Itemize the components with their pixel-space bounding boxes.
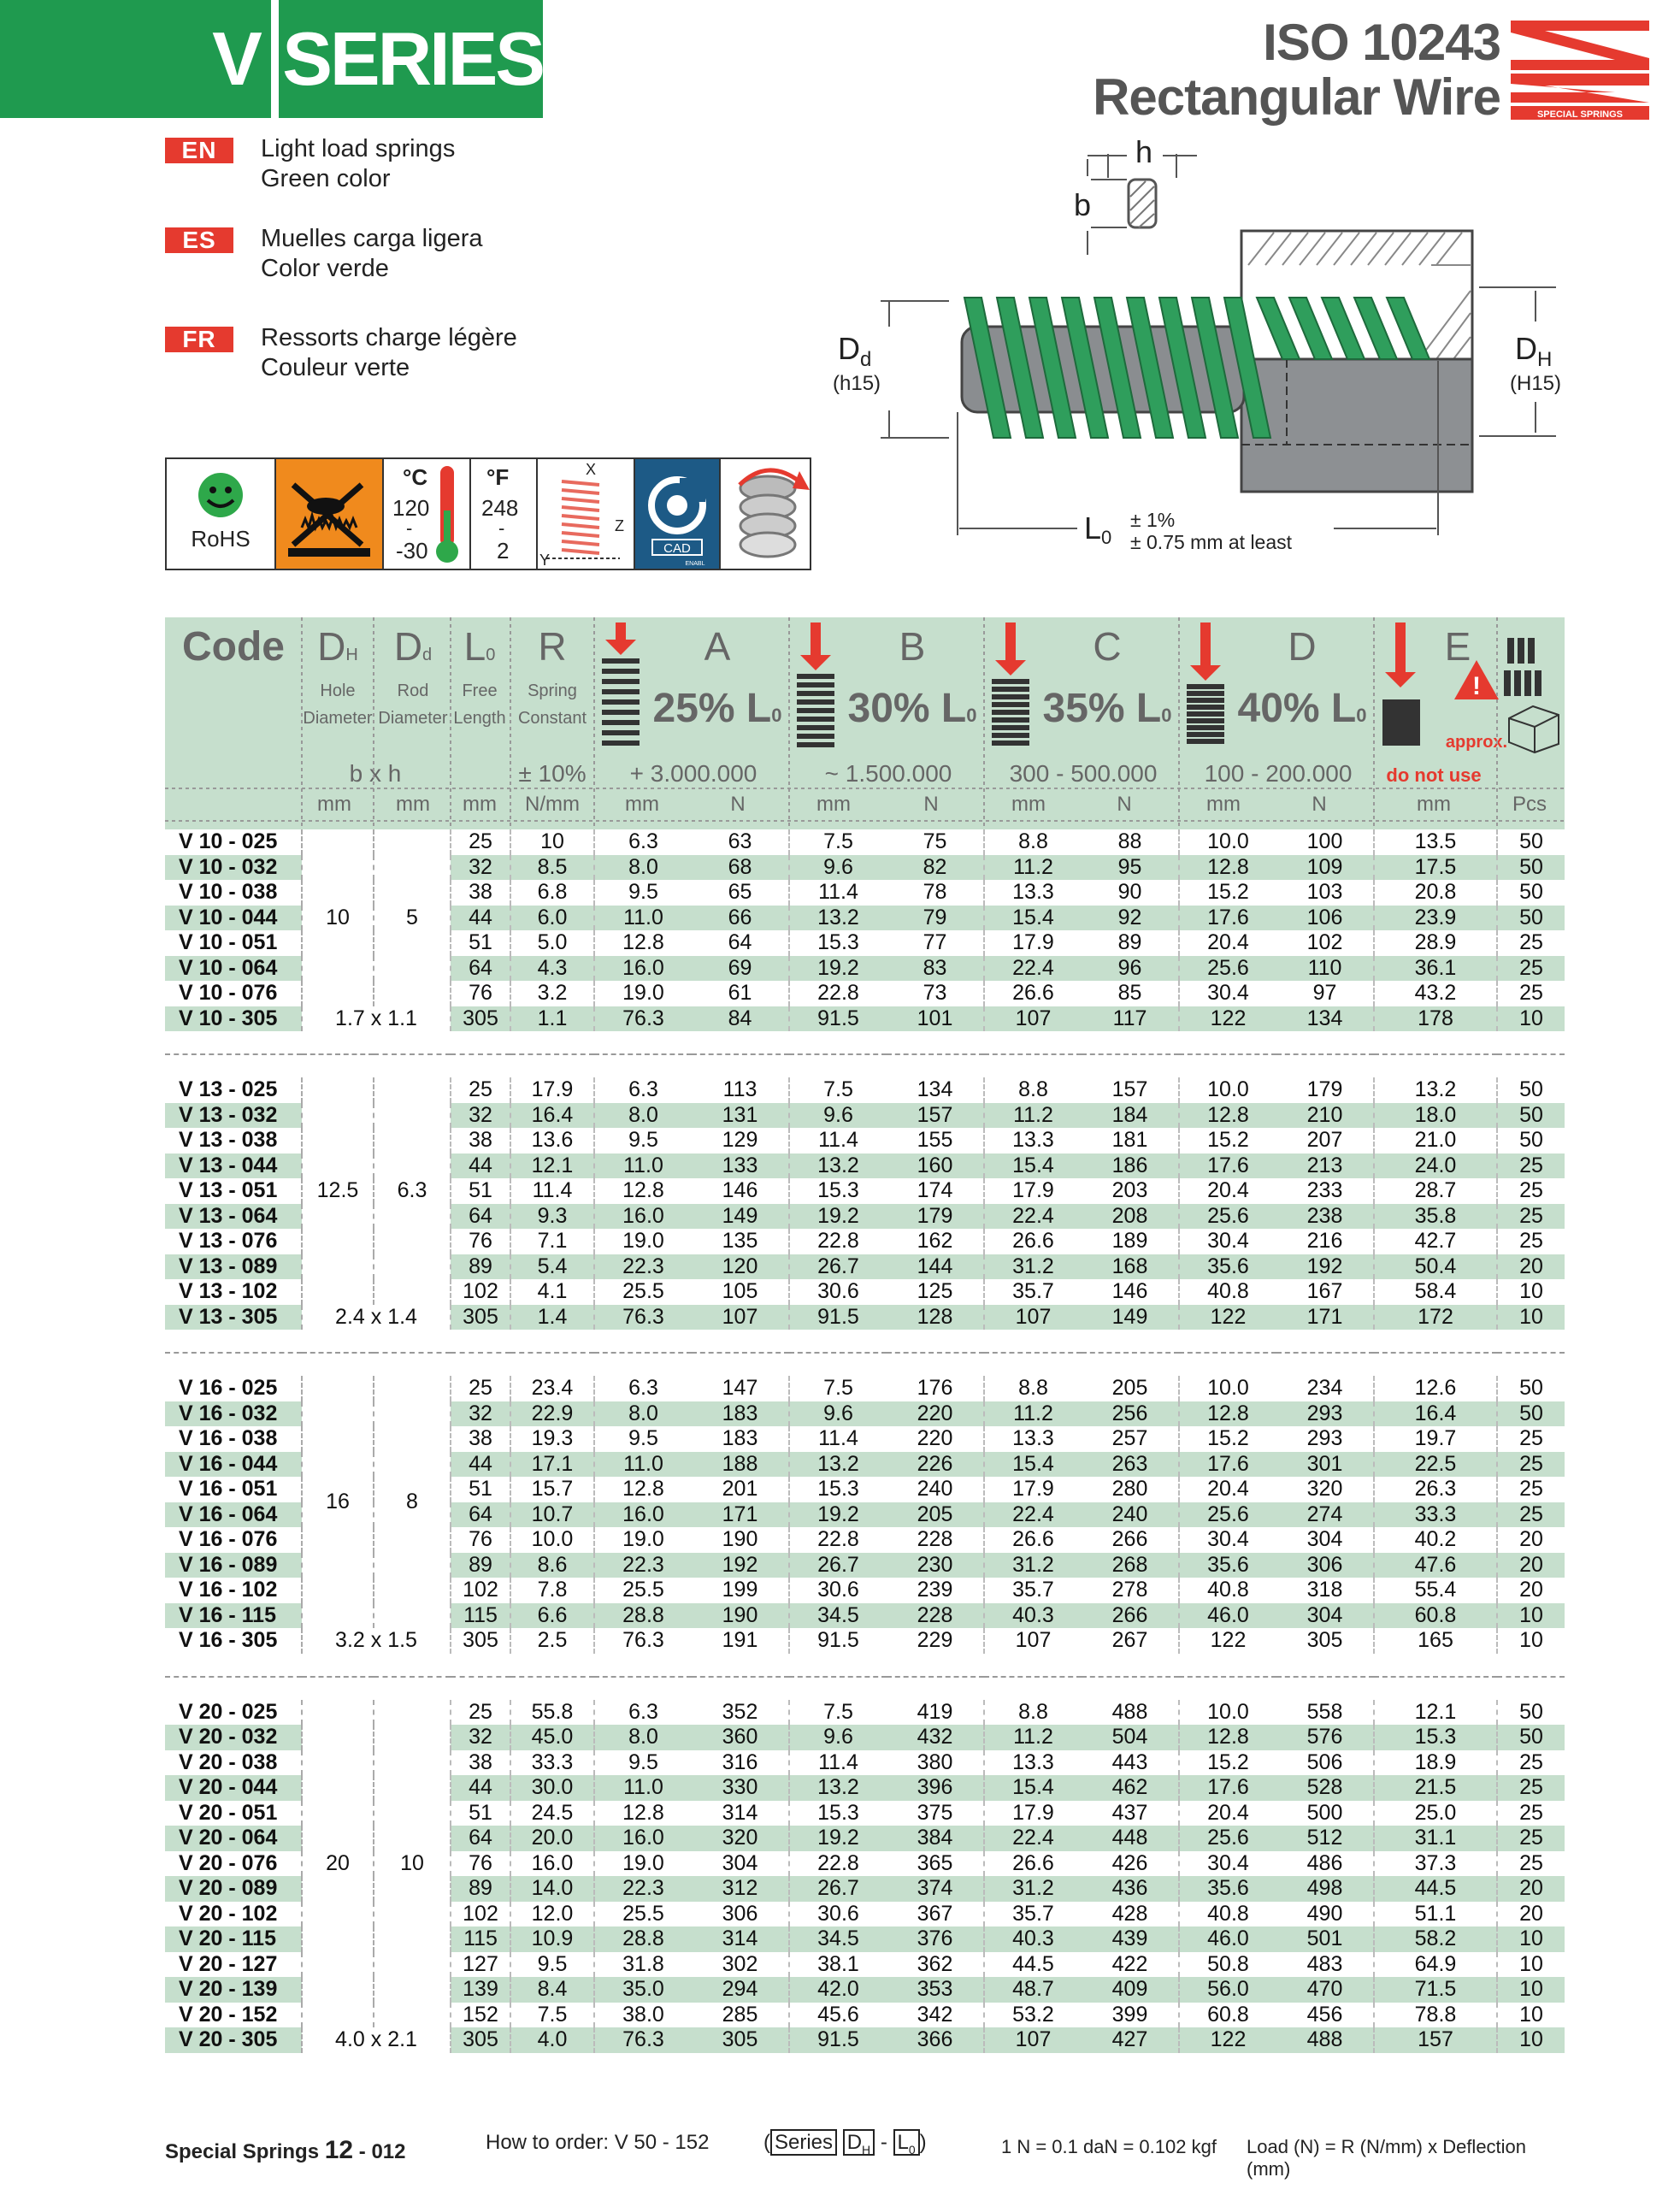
brand-name: SPECIAL SPRINGS [1536, 109, 1624, 120]
svg-text:°F: °F [486, 464, 510, 490]
hole-diameter: 16 [302, 1376, 374, 1628]
table-row: V 10 - 032 32 8.5 8.0 68 9.6 82 11.2 95 12.8 109 17.5 50 [165, 855, 1565, 881]
length-tolerance-1: ± 1% [1130, 509, 1176, 531]
do-not-use-note: do not use [1386, 764, 1482, 786]
hole-tolerance: (H15) [1510, 372, 1562, 395]
rod-tolerance: (h15) [833, 372, 881, 395]
table-row: V 10 - 076 76 3.2 19.0 61 22.8 73 26.6 85 30.4 97 43.2 25 [165, 981, 1565, 1006]
svg-text:Diameter: Diameter [303, 709, 373, 728]
cad-icon [635, 459, 721, 569]
svg-text:N/mm: N/mm [525, 793, 580, 816]
col-dh: DH [317, 624, 358, 669]
life-d: 100 - 200.000 [1204, 760, 1353, 787]
table-row: V 20 - 102 102 12.0 25.5 306 30.6 367 35.7 428 40.8 490 51.1 20 [165, 1902, 1565, 1927]
table-row: V 10 - 305 1.7 x 1.1 305 1.1 76.3 84 91.5 101 107 117 122 134 178 10 [165, 1006, 1565, 1032]
table-row: V 20 - 038 38 33.3 9.5 316 11.4 380 13.3 443 15.2 506 18.9 25 [165, 1750, 1565, 1776]
hole-diameter: 10 [302, 829, 374, 1006]
length-tolerance-2: ± 0.75 mm at least [1130, 531, 1293, 553]
table-row: V 20 - 032 32 45.0 8.0 360 9.6 432 11.2 504 12.8 576 15.3 50 [165, 1725, 1565, 1750]
svg-text:Constant: Constant [517, 709, 587, 728]
special-springs-logo [1511, 21, 1649, 120]
table-row: V 16 - 102 102 7.8 25.5 199 30.6 239 35.7 278 40.8 318 55.4 20 [165, 1578, 1565, 1603]
table-row: V 10 - 025 10 5 25 10 6.3 63 7.5 75 8.8 88 10.0 100 13.5 50 [165, 829, 1565, 855]
svg-text:Diameter: Diameter [378, 709, 448, 728]
spec-data-table [165, 829, 1565, 2053]
svg-text:°C: °C [403, 464, 428, 490]
table-row: V 20 - 152 152 7.5 38.0 285 45.6 342 53.2 399 60.8 456 78.8 10 [165, 2003, 1565, 2028]
svg-text:Z: Z [615, 517, 624, 534]
table-row: V 16 - 115 115 6.6 28.8 190 34.5 228 40.3 266 46.0 304 60.8 10 [165, 1603, 1565, 1629]
svg-text:mm: mm [317, 793, 351, 816]
series-letter: V [212, 16, 261, 101]
col-bxh: b x h [349, 760, 402, 787]
svg-text:N: N [730, 793, 746, 816]
svg-text:mm: mm [1011, 793, 1046, 816]
svg-text:Length: Length [453, 709, 506, 728]
svg-text:!: ! [1472, 672, 1481, 700]
table-row: V 16 - 051 51 15.7 12.8 201 15.3 240 17.9 280 20.4 320 26.3 25 [165, 1477, 1565, 1502]
table-row: V 13 - 076 76 7.1 19.0 135 22.8 162 26.6 189 30.4 216 42.7 25 [165, 1229, 1565, 1254]
svg-text:N: N [1312, 793, 1327, 816]
lang-tag: FR [165, 327, 233, 352]
rod-diameter: 10 [374, 1700, 451, 2028]
no-oil-icon [276, 459, 384, 569]
footer-brand: Special Springs 12 - 012 [165, 2136, 406, 2164]
svg-text:N: N [923, 793, 939, 816]
col-b: B [899, 624, 926, 669]
svg-text:Free: Free [462, 681, 498, 700]
order-format: ( Series $D_H - L_0$ ) [763, 2131, 927, 2157]
spec-table [165, 617, 1565, 2053]
footer [165, 2131, 1565, 2180]
svg-text:mm: mm [625, 793, 659, 816]
svg-text:30% L0: 30% L0 [847, 686, 977, 731]
temperature-celsius-icon [384, 459, 471, 569]
wire-section: 2.4 x 1.4 [302, 1305, 451, 1331]
series-banner [0, 0, 543, 118]
life-c: 300 - 500.000 [1009, 760, 1158, 787]
col-e: E [1444, 624, 1471, 669]
table-row: V 13 - 051 51 11.4 12.8 146 15.3 174 17.9 203 20.4 233 28.7 25 [165, 1178, 1565, 1204]
table-row: V 16 - 038 38 19.3 9.5 183 11.4 220 13.3 257 15.2 293 19.7 25 [165, 1426, 1565, 1452]
axis-spring-icon [538, 459, 635, 569]
rod-diameter-label: $D_d$ [838, 331, 872, 371]
table-row: V 13 - 032 32 16.4 8.0 131 9.6 157 11.2 184 12.8 210 18.0 50 [165, 1103, 1565, 1129]
table-row: V 16 - 064 64 10.7 16.0 171 19.2 205 22.4 240 25.6 274 33.3 25 [165, 1502, 1565, 1528]
iso-title [1093, 15, 1500, 125]
table-row: V 20 - 076 76 16.0 19.0 304 22.8 365 26.6 426 30.4 486 37.3 25 [165, 1851, 1565, 1877]
wire-b-label: b [1073, 187, 1091, 222]
table-row: V 10 - 038 38 6.8 9.5 65 11.4 78 13.3 90 15.2 103 20.8 50 [165, 880, 1565, 906]
series-title: SERIES [282, 16, 543, 101]
col-r: R [538, 624, 567, 669]
table-row: V 16 - 305 3.2 x 1.5 305 2.5 76.3 191 91.5 229 107 267 122 305 165 10 [165, 1628, 1565, 1654]
life-a: + 3.000.000 [629, 760, 757, 787]
rod-diameter: 6.3 [374, 1077, 451, 1305]
life-b: ~ 1.500.000 [824, 760, 952, 787]
table-row: V 13 - 038 38 13.6 9.5 129 11.4 155 13.3 181 15.2 207 21.0 50 [165, 1128, 1565, 1154]
table-row: V 16 - 076 76 10.0 19.0 190 22.8 228 26.6 266 30.4 304 40.2 20 [165, 1527, 1565, 1553]
table-row: V 20 - 064 64 20.0 16.0 320 19.2 384 22.4 448 25.6 512 31.1 25 [165, 1826, 1565, 1851]
table-row: V 16 - 025 16 8 25 23.4 6.3 147 7.5 176 8.8 205 10.0 234 12.6 50 [165, 1376, 1565, 1401]
svg-text:40% L0: 40% L0 [1237, 686, 1367, 731]
rod-diameter: 8 [374, 1376, 451, 1628]
table-row: V 10 - 044 44 6.0 11.0 66 13.2 79 15.4 92 17.6 106 23.9 50 [165, 906, 1565, 931]
rod-diameter: 5 [374, 829, 451, 1006]
svg-text:248: 248 [481, 495, 519, 521]
table-header [165, 617, 1565, 829]
table-row: V 20 - 305 4.0 x 2.1 305 4.0 76.3 305 91.5 366 107 427 122 488 157 10 [165, 2027, 1565, 2053]
svg-text:mm: mm [1206, 793, 1241, 816]
table-row: V 13 - 064 64 9.3 16.0 149 19.2 179 22.4 208 25.6 238 35.8 25 [165, 1204, 1565, 1230]
temperature-fahrenheit-icon [471, 459, 538, 569]
wire-h-label: h [1135, 134, 1153, 169]
rohs-icon [167, 459, 276, 569]
table-row: V 13 - 044 44 12.1 11.0 133 13.2 160 15.4 186 17.6 213 24.0 25 [165, 1154, 1565, 1179]
svg-text:X: X [586, 461, 597, 478]
iso-standard: ISO 10243 [1263, 14, 1500, 71]
wire-type: Rectangular Wire [1093, 68, 1500, 126]
table-row: V 20 - 127 127 9.5 31.8 302 38.1 362 44.5 422 50.8 483 64.9 10 [165, 1952, 1565, 1978]
svg-text:35% L0: 35% L0 [1042, 686, 1172, 731]
approx-note: approx. [1445, 733, 1508, 752]
svg-text:mm: mm [463, 793, 497, 816]
svg-text:120: 120 [392, 495, 430, 521]
page-number: 12 [324, 2136, 354, 2164]
free-length-label: L0 [1084, 510, 1112, 548]
table-row: V 20 - 051 51 24.5 12.8 314 15.3 375 17.9 437 20.4 500 25.0 25 [165, 1801, 1565, 1826]
svg-text:Hole: Hole [320, 681, 356, 700]
wire-section: 4.0 x 2.1 [302, 2027, 451, 2053]
table-row: V 20 - 115 115 10.9 28.8 314 34.5 376 40.3 439 46.0 501 58.2 10 [165, 1926, 1565, 1952]
order-instructions: How to order: V 50 - 152 [486, 2131, 710, 2154]
svg-text:RoHS: RoHS [191, 526, 251, 552]
svg-text:Spring: Spring [528, 681, 577, 700]
wire-section: 1.7 x 1.1 [302, 1006, 451, 1032]
table-row: V 20 - 044 44 30.0 11.0 330 13.2 396 15.4 462 17.6 528 21.5 25 [165, 1775, 1565, 1801]
load-formula: Load (N) = R (N/mm) x Deflection (mm) [1247, 2136, 1527, 2180]
svg-text:mm: mm [816, 793, 851, 816]
svg-text:Y: Y [539, 552, 551, 569]
spring-diagram [821, 128, 1573, 556]
svg-text:ENABL: ENABL [685, 561, 705, 567]
col-d: D [1288, 624, 1317, 669]
svg-text:Rod: Rod [397, 681, 429, 700]
table-row: V 10 - 051 51 5.0 12.8 64 15.3 77 17.9 89 20.4 102 28.9 25 [165, 930, 1565, 956]
lang-tag: ES [165, 227, 233, 253]
hole-diameter: 20 [302, 1700, 374, 2028]
hole-diameter: 12.5 [302, 1077, 374, 1305]
col-a: A [704, 624, 731, 669]
svg-text:2: 2 [497, 538, 510, 563]
col-l0: L0 [463, 624, 496, 669]
rotation-spring-icon [721, 459, 815, 569]
table-row: V 20 - 089 89 14.0 22.3 312 26.7 374 31.2 436 35.6 498 44.5 20 [165, 1876, 1565, 1902]
table-row: V 16 - 089 89 8.6 22.3 192 26.7 230 31.2 268 35.6 306 47.6 20 [165, 1553, 1565, 1578]
svg-text:-: - [498, 517, 505, 539]
r-tolerance: ± 10% [518, 760, 587, 787]
svg-text:mm: mm [1417, 793, 1451, 816]
svg-text:N: N [1117, 793, 1132, 816]
hole-diameter-label: $D_H$ [1515, 331, 1553, 371]
svg-text:mm: mm [396, 793, 430, 816]
svg-text:-: - [406, 517, 413, 539]
property-icons [165, 457, 811, 570]
svg-text:-30: -30 [396, 538, 428, 563]
table-row: V 13 - 025 12.5 6.3 25 17.9 6.3 113 7.5 134 8.8 157 10.0 179 13.2 50 [165, 1077, 1565, 1103]
table-row: V 13 - 102 102 4.1 25.5 105 30.6 125 35.7 146 40.8 167 58.4 10 [165, 1279, 1565, 1305]
lang-text: Muelles carga ligera Color verde [261, 225, 483, 282]
table-row: V 13 - 305 2.4 x 1.4 305 1.4 76.3 107 91.5 128 107 149 122 171 172 10 [165, 1305, 1565, 1331]
unit-conversion: 1 N = 0.1 daN = 0.102 kgf [1001, 2136, 1217, 2157]
col-c: C [1093, 624, 1122, 669]
col-code: Code [182, 624, 285, 670]
svg-text:Pcs: Pcs [1512, 793, 1547, 816]
table-row: V 13 - 089 89 5.4 22.3 120 26.7 144 31.2 168 35.6 192 50.4 20 [165, 1254, 1565, 1280]
table-row: V 16 - 044 44 17.1 11.0 188 13.2 226 15.4 263 17.6 301 22.5 25 [165, 1452, 1565, 1478]
table-row: V 20 - 025 20 10 25 55.8 6.3 352 7.5 419 8.8 488 10.0 558 12.1 50 [165, 1700, 1565, 1726]
col-dd: Dd [393, 624, 433, 669]
svg-text:25% L0: 25% L0 [652, 686, 782, 731]
wire-section: 3.2 x 1.5 [302, 1628, 451, 1654]
table-body [165, 829, 1565, 2053]
table-row: V 10 - 064 64 4.3 16.0 69 19.2 83 22.4 96 25.6 110 36.1 25 [165, 956, 1565, 982]
lang-tag: EN [165, 138, 233, 163]
table-row: V 16 - 032 32 22.9 8.0 183 9.6 220 11.2 256 12.8 293 16.4 50 [165, 1401, 1565, 1427]
table-row: V 20 - 139 139 8.4 35.0 294 42.0 353 48.7 409 56.0 470 71.5 10 [165, 1977, 1565, 2003]
lang-text: Light load springs Green color [261, 135, 456, 192]
svg-text:CAD: CAD [663, 541, 691, 556]
lang-text: Ressorts charge légère Couleur verte [261, 324, 517, 381]
